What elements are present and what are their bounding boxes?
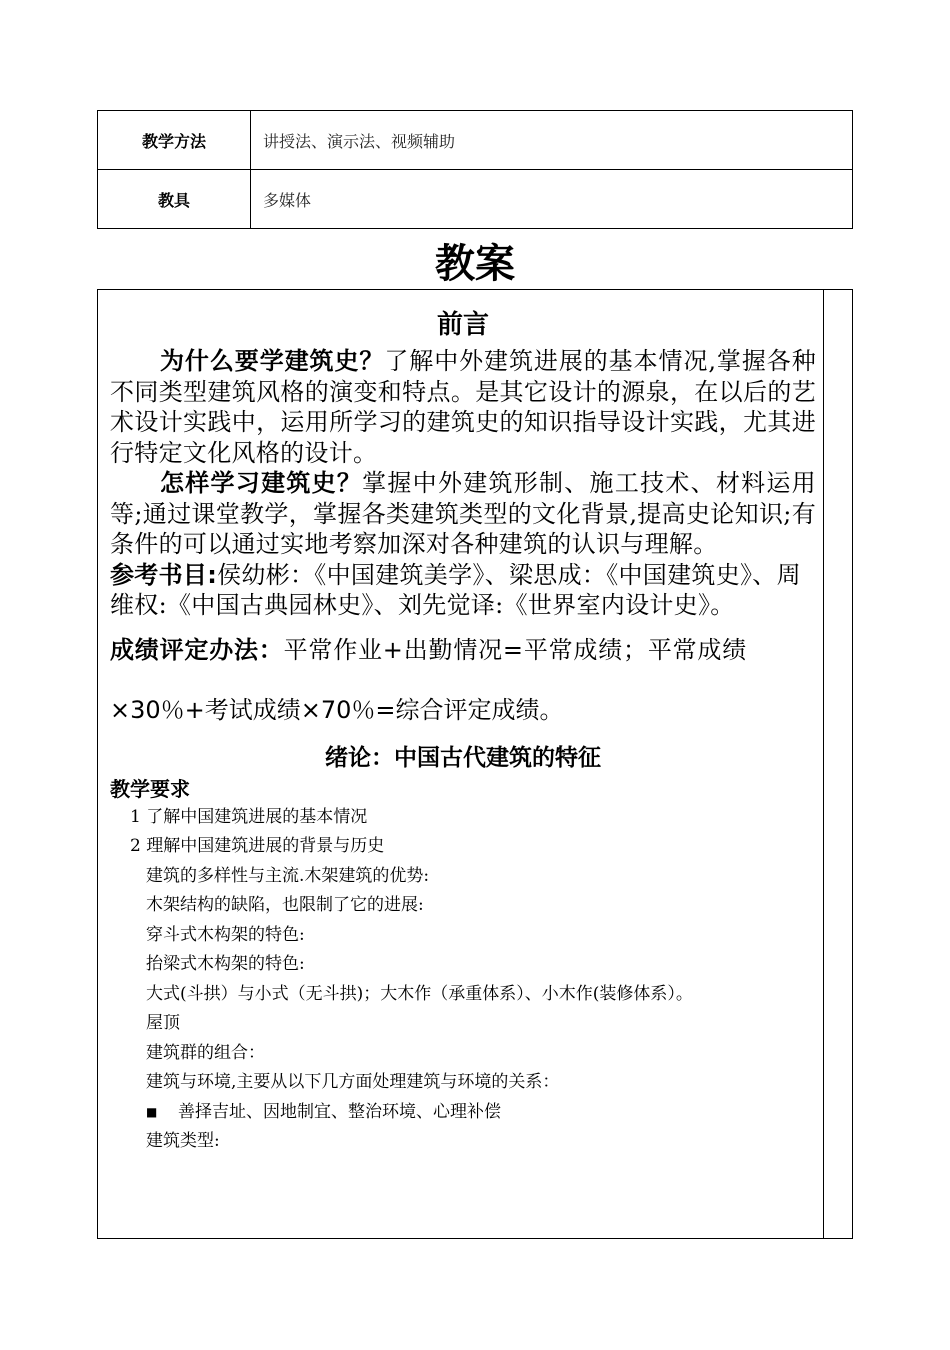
tools-label: 教具 xyxy=(98,170,251,229)
preface-paragraph-1 xyxy=(110,346,816,468)
references-paragraph xyxy=(110,560,816,621)
intro-title: 绪论：中国古代建筑的特征 xyxy=(325,744,601,771)
grading-text: 平常作业+出勤情况=平常成绩；平常成绩 xyxy=(283,635,748,664)
list-item: 大式(斗拱）与小式（无斗拱)；大木作（承重体系）、小木作(装修体系）。 xyxy=(146,983,693,1004)
tools-value: 多媒体 xyxy=(251,170,853,229)
list-item: 建筑与环境,主要从以下几方面处理建筑与环境的关系： xyxy=(146,1072,560,1092)
list-item: 穿斗式木构架的特色: xyxy=(146,924,305,945)
answer-how: 掌握中外建筑形制、施工技术、材料运用等;通过课堂教学，掌握各类建筑类型的文化背景,提高史论知识;有条件的可以通过实地考察加深对各种建筑的认识与理解。 xyxy=(110,469,816,558)
list-item: 木架结构的缺陷，也限制了它的进展: xyxy=(146,895,424,915)
grading-paragraph xyxy=(110,635,816,665)
list-item: 2 理解中国建筑进展的背景与历史 xyxy=(130,836,385,856)
preface-paragraph-2 xyxy=(110,468,816,560)
preface-title: 前言 xyxy=(436,310,489,340)
lesson-content xyxy=(110,290,816,1157)
requirements-title: 教学要求 xyxy=(110,776,190,801)
question-why: 为什么要学建筑史？ xyxy=(160,347,385,375)
list-item: 抬梁式木构架的特色: xyxy=(146,954,305,974)
grading-label: 成绩评定办法： xyxy=(110,635,284,664)
info-table xyxy=(97,110,853,229)
list-item: 建筑类型: xyxy=(146,1131,220,1151)
grading-formula: ×30％+考试成绩×70％=综合评定成绩。 xyxy=(110,695,564,724)
answer-why: 了解中外建筑进展的基本情况,掌握各种不同类型建筑风格的演变和特点。是其它设计的源泉，在以后的艺术设计实践中，运用所学习的建筑史的知识指导设计实践，尤其进行特定文化风格的设计。 xyxy=(110,347,817,467)
method-label: 教学方法 xyxy=(98,111,251,170)
page-title: 教案 xyxy=(435,241,515,287)
margin-column-divider xyxy=(823,290,824,1238)
square-bullet-icon: ■ xyxy=(146,1104,158,1119)
list-item: 屋顶 xyxy=(146,1013,180,1033)
table-row xyxy=(98,111,853,170)
question-how: 怎样学习建筑史？ xyxy=(160,469,363,497)
method-value: 讲授法、演示法、视频辅助 xyxy=(251,111,853,170)
bullet-text: 善择吉址、因地制宜、整治环境、心理补偿 xyxy=(178,1101,501,1122)
list-item: 建筑的多样性与主流.木架建筑的优势: xyxy=(146,865,430,886)
references-label: 参考书目: xyxy=(110,560,218,589)
lesson-plan-box xyxy=(97,289,853,1239)
references-text: 侯幼彬：《中国建筑美学》、梁思成：《中国建筑史》、周维权:《中国古典园林史》、刘先觉译:《世界室内设计史》。 xyxy=(110,560,801,619)
list-item: 建筑群的组合： xyxy=(146,1042,265,1063)
table-row xyxy=(98,170,853,229)
bullet-list-item xyxy=(110,1098,816,1128)
list-item: 1 了解中国建筑进展的基本情况 xyxy=(130,806,368,827)
